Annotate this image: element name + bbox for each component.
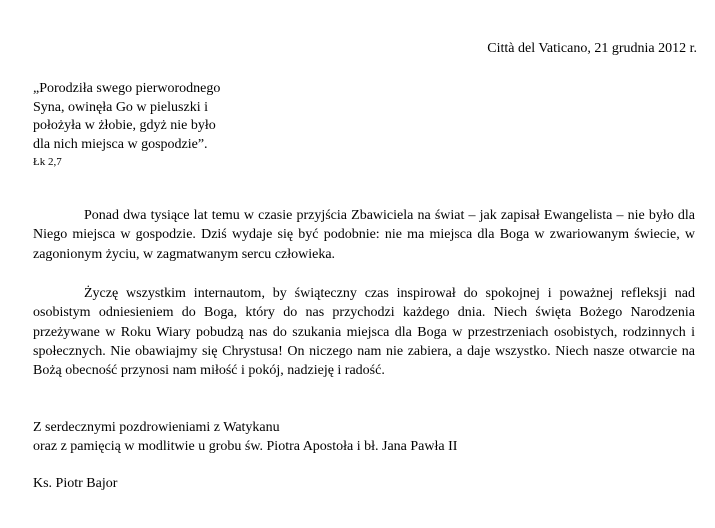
- quote-line: „Porodziła swego pierworodnego: [33, 81, 221, 96]
- dateline: Città del Vaticano, 21 grudnia 2012 r.: [487, 41, 697, 56]
- epigraph-quote: [33, 80, 283, 154]
- quote-line: położyła w żłobie, gdyż nie było: [33, 118, 216, 133]
- body-paragraph-2: Życzę wszystkim internautom, by świąteczny czas inspirował do spokojnej i poważnej refleksji nad osobistym odniesieniem do Boga, który do nas przychodzi każdego dnia. Niech święta Bożego Narodzenia przeżywane w Roku Wiary pobudzą nas do szukania miejsca dla Boga w przestrzeniach osobistych, rodzinnych i społecznych. Nie obawiajmy się Chrystusa! On niczego nam nie zabiera, a daje wszystko. Niech nasze otwarcie na Bożą obecność przynosi nam miłość i pokój, nadzieję i radość.: [33, 286, 695, 379]
- quote-line: Syna, owinęła Go w pieluszki i: [33, 99, 208, 115]
- closing-greeting: [33, 418, 457, 456]
- closing-line: oraz z pamięcią w modlitwie u grobu św. Piotra Apostoła i bł. Jana Pawła II: [33, 439, 458, 454]
- closing-line: Z serdecznymi pozdrowieniami z Watykanu: [33, 420, 280, 435]
- quote-citation: Łk 2,7: [33, 156, 62, 168]
- body-paragraph-1: Ponad dwa tysiące lat temu w czasie przyjścia Zbawiciela na świat – jak zapisał Ewangelista – nie było dla Niego miejsca w gospodzie. Dziś wydaje się być podobnie: nie ma miejsca dla Boga w zwariowanym świecie, w zagonionym życiu, w zagmatwanym sercu człowieka.: [33, 208, 695, 262]
- quote-line: dla nich miejsca w gospodzie”.: [33, 136, 208, 152]
- signature: Ks. Piotr Bajor: [33, 476, 118, 491]
